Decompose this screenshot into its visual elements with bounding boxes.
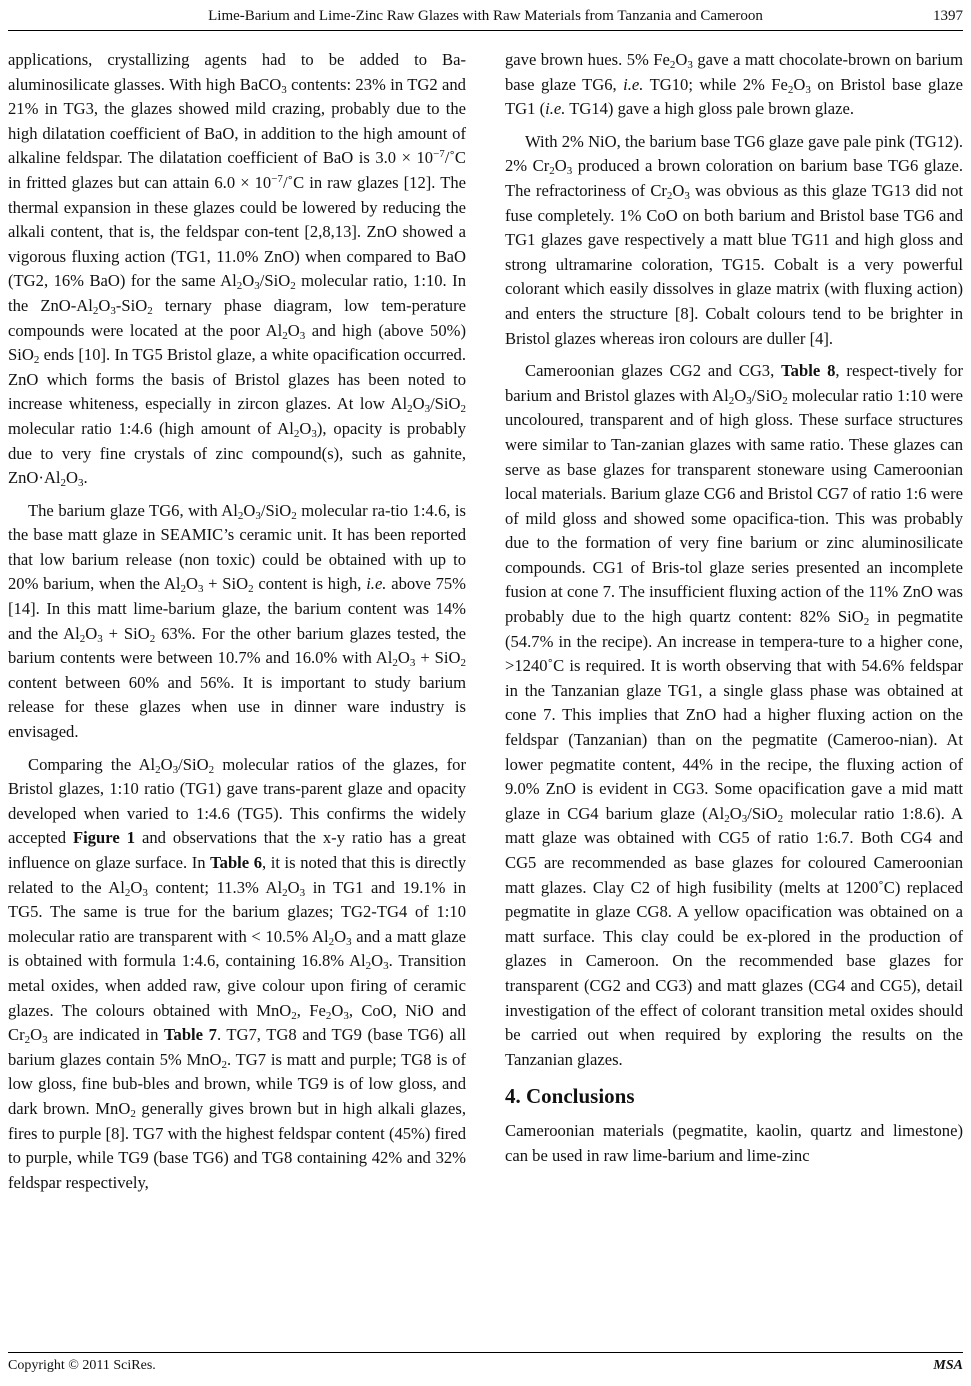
header-rule bbox=[8, 30, 963, 31]
figure-ref: Figure 1 bbox=[73, 828, 135, 848]
table-ref: Table 8 bbox=[781, 361, 836, 381]
right-column bbox=[505, 48, 963, 1176]
table-ref: Table 6 bbox=[210, 853, 263, 872]
paragraph: With 2% NiO, the barium base TG6 glaze gave pale pink (TG12). 2% $Cr_2O_3$ produced a brown coloration on barium base TG6 glaze. The refractoriness of $Cr_2O_3$ was obvious as this glaze TG13 did not fuse completely. 1% CoO on both barium and Bristol base TG6 and TG1 glazes gave respectively a matt blue TG11 and high gloss and strong ultramarine coloration, TG15. Cobalt is a very powerful colorant which easily dissolves in glaze matrix (with fluxing action) and enters the structure [8]. Cobalt colours tend to be brighter in Bristol glazes whereas iron colours are duller [4]. bbox=[505, 131, 963, 348]
footer-rule bbox=[8, 1352, 963, 1353]
table-ref: Table 7 bbox=[163, 1025, 217, 1045]
journal-abbrev: MSA bbox=[933, 1358, 963, 1373]
page-number: 1397 bbox=[933, 8, 963, 24]
paragraph: Cameroonian glazes CG2 and CG3, Table 8, respect-tively for barium and Bristol glazes with $Al_2O_3/SiO_2$ molecular ratio 1:10 were uncoloured, transparent and of high gloss. These surface structures were similar to Tan-zanian glazes with same ratio. These glazes can serve as base glazes for transparent stoneware using Cameroonian local materials. Barium glaze CG6 and Bristol CG7 of ratio 1:6 were of mild gloss and showed some opacifica-tion. This was probably due to the formation of very fine barium or zinc aluminosilicate compounds. CG1 of Bris-tol glaze series presented an incomplete fusion at cone 7. The insufficient fluxing action of the 11% ZnO was probably due to the high quartz content: 82% SiO$_2$ in pegmatite (54.7% in the recipe). An increase in tempera-ture to a higher cone, >1240˚C is required. It is worth observing that with 54.6% feldspar in the Tanzanian glaze TG1, a single glass phase was obtained at cone 7. This implies that ZnO had a higher fluxing action on the feldspar (Tanzanian) than on the pegmatite (Cameroo-nian). At lower pegmatite content, 44% in the recipe, the fluxing action of 9.0% ZnO is evident in CG3. Some opacification gave a mid matt glaze in CG4 barium glaze ($Al_2O_3/SiO_2$ molecular ratio 1:8.6). A matt glaze was obtained with CG5 of ratio 1:6.7. Both CG4 and CG5 are recommended as base glazes for coloured Cameroonian matt glazes. Clay C2 of high fusibility (melts at 1200˚C) replaced pegmatite in glaze CG8. A yellow opacification was obtained on a matt surface. This clay could be ex-plored in the production of glazes in Cameroon. On the recommended base glazes for transparent (CG2 and CG3) and matt glazes (CG4 and CG5), detail investigation of the effect of colorant transition metal oxides should be carried out when required by exploring the results on the Tanzanian glazes. bbox=[505, 361, 963, 1069]
running-title: Lime-Barium and Lime-Zinc Raw Glazes with Raw Materials from Tanzania and Cameroon bbox=[208, 8, 763, 24]
section-heading: 4. Conclusions bbox=[505, 1084, 635, 1109]
paragraph: Comparing the $Al_2O_3/SiO_2$ molecular ratios of the glazes, for Bristol glazes, 1:10 ratio (TG1) gave trans-parent glaze and opacity developed when varied to 1:4.6 (TG5). This confirms the widely accepted Figure 1 and observations that the x-y ratio has a great influence on glaze surface. In Table 6, it is noted that this is directly related to the $Al_2O_3$ content; 11.3% $Al_2O_3$ in TG1 and 19.1% in TG5. The same is true for the barium glazes; TG2-TG4 of 1:10 molecular ratio are transparent with < 10.5% $Al_2O_3$ and a matt glaze is obtained with formula 1:4.6, containing 16.8% $Al_2O_3$. Transition metal oxides, when added raw, give colour upon firing of ceramic glazes. The colours obtained with MnO$_2$, $Fe_2O_3$, CoO, NiO and $Cr_2O_3$ are indicated in Table 7. TG7, TG8 and TG9 (base TG6) all barium glazes contain 5% MnO$_2$. TG7 is matt and purple; TG8 is of low gloss, fine bub-bles and brown, while TG9 is of low gloss, and dark brown. MnO$_2$ generally gives brown but in high alkali glazes, fires to purple [8]. TG7 with the highest feldspar content (45%) fired to purple, while TG9 (base TG6) and TG8 containing 42% and 32% feldspar respectively, bbox=[8, 754, 467, 1192]
copyright-notice: Copyright © 2011 SciRes. bbox=[8, 1358, 156, 1373]
paragraph: Cameroonian materials (pegmatite, kaolin, quartz and limestone) can be used in raw lime-barium and lime-zinc bbox=[505, 1120, 963, 1165]
paragraph: gave brown hues. 5% $Fe_2O_3$ gave a matt chocolate-brown on barium base glaze TG6, i.e. TG10; while 2% $Fe_2O_3$ on Bristol base glaze TG1 (i.e. TG14) gave a high gloss pale brown glaze. bbox=[505, 50, 964, 119]
left-column bbox=[8, 48, 466, 1203]
paragraph: applications, crystallizing agents had to be added to Ba-aluminosilicate glasses. With high BaCO$_3$ contents: 23% in TG2 and 21% in TG3, the glazes showed mild crazing, probably due to the high dilatation coefficient of BaO, in addition to the high amount of alkaline feldspar. The dilatation coefficient of BaO is $3.0 \times 10^{-7}/˚C$ in fritted glazes but can attain $6.0 \times 10^{-7}/˚C$ in raw glazes [12]. The thermal expansion in these glazes could be lowered by reducing the alkali content, that is, the feldspar con-tent [2,8,13]. ZnO showed a vigorous fluxing action (TG1, 11.0% ZnO) when compared to BaO (TG2, 16% BaO) for the same $Al_2O_3/SiO_2$ molecular ratio, 1:10. In the ZnO-$Al_2O_3-SiO_2$ ternary phase diagram, low tem-perature compounds were located at the poor $Al_2O_3$ and high (above 50%) SiO$_2$ ends [10]. In TG5 Bristol glaze, a white opacification occurred. ZnO which forms the basis of Bristol glazes has been noted to increase whiteness, especially in zircon glazes. At low $Al_2O_3/SiO_2$ molecular ratio 1:4.6 (high amount of $Al_2O_3$), opacity is probably due to very fine crystals of zinc compound(s), such as gahnite, $ZnO\cdot Al_2O_3$. bbox=[8, 50, 467, 490]
paragraph: The barium glaze TG6, with $Al_2O_3/SiO_2$ molecular ra-tio 1:4.6, is the base matt glaze in SEAMIC’s ceramic unit. It has been reported that low barium release (non toxic) could be obtained with up to 20% barium, when the $Al_2O_3 + SiO_2$ content is high, i.e. above 75% [14]. In this matt lime-barium glaze, the barium content was 14% and the $Al_2O_3 + SiO_2$ 63%. For the other barium glazes tested, the barium contents were between 10.7% and 16.0% with $Al_2O_3 + SiO_2$ content between 60% and 56%. It is important to study barium release for these glazes when use in dinner ware industry is envisaged. bbox=[8, 500, 467, 742]
page-footer bbox=[8, 1358, 963, 1380]
